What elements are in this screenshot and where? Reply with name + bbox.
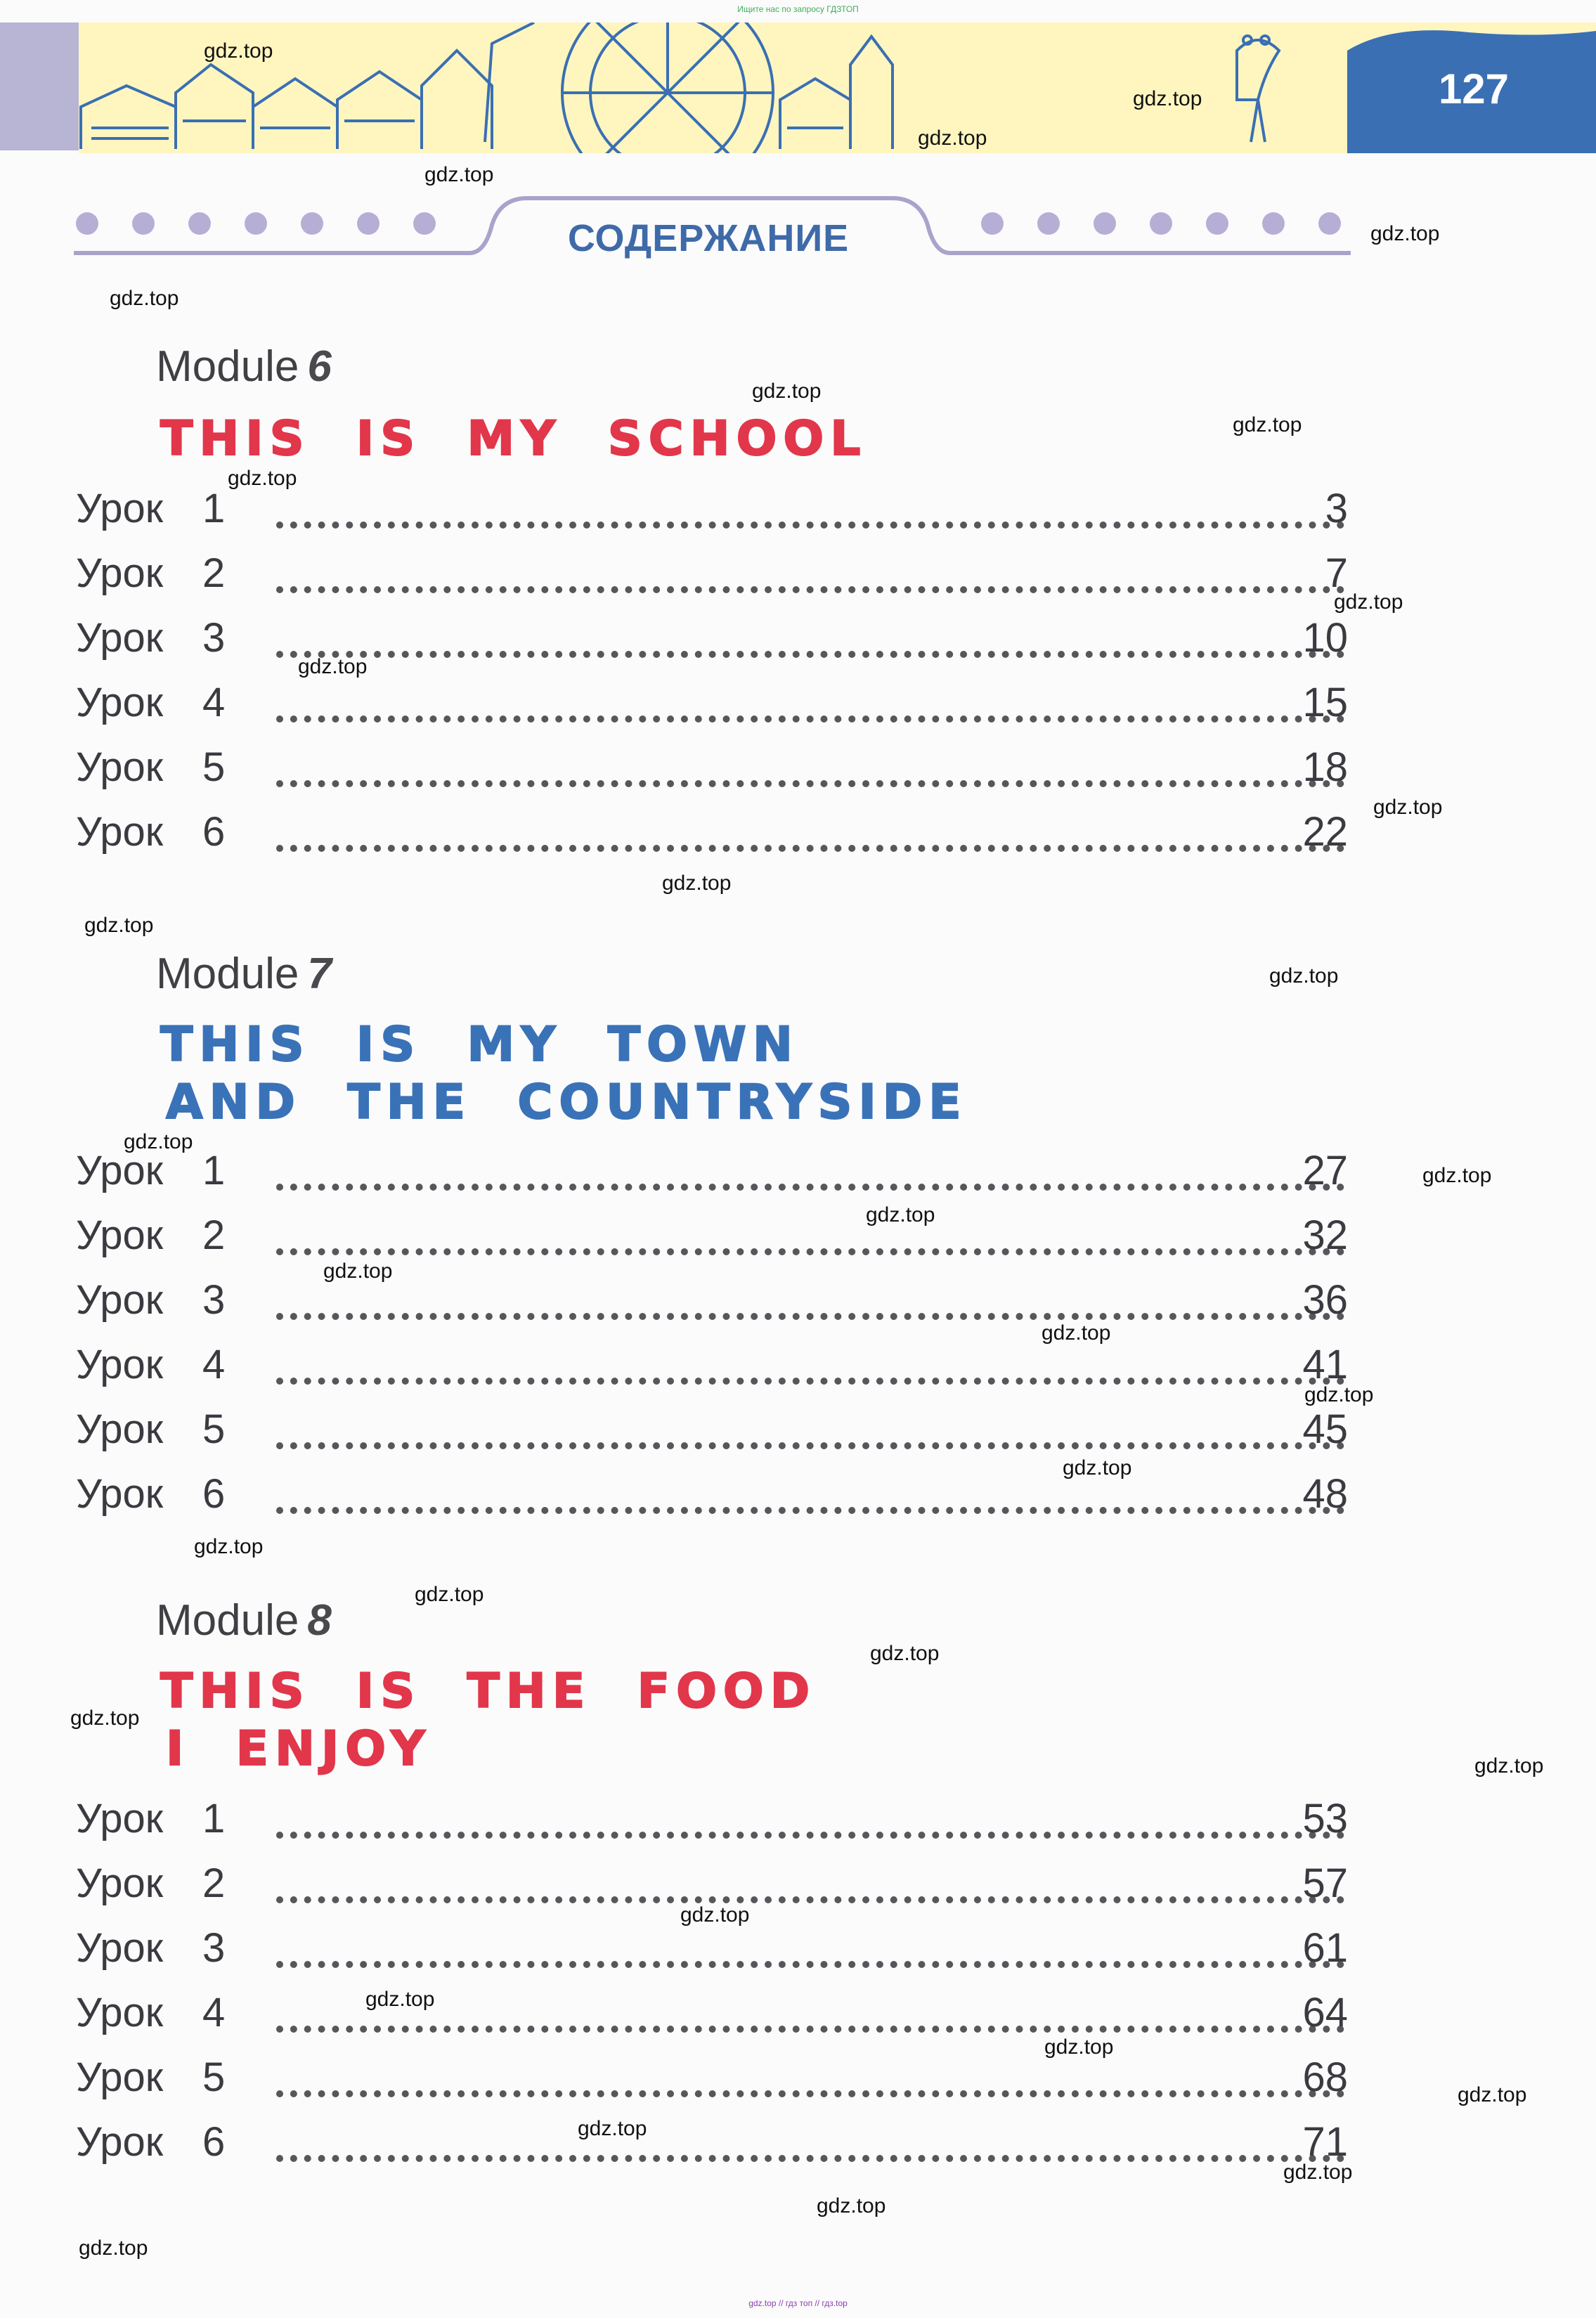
lesson-word: Урок <box>76 1277 164 1323</box>
lesson-number: 4 <box>202 680 226 725</box>
watermark: gdz.top <box>323 1260 393 1283</box>
lesson-word: Урок <box>76 2054 164 2100</box>
watermark: gdz.top <box>1422 1164 1492 1187</box>
watermark: gdz.top <box>866 1203 935 1226</box>
dot-leader <box>276 1378 1344 1385</box>
lesson-word: Урок <box>76 809 164 855</box>
toc-row[interactable] <box>76 614 1348 671</box>
rule-dot <box>76 212 98 235</box>
watermark: gdz.top <box>578 2117 647 2140</box>
section-title: СОДЕРЖАНИЕ <box>567 217 850 259</box>
module-word: Module <box>156 342 299 391</box>
dot-leader <box>276 1961 1344 1968</box>
watermark: gdz.top <box>124 1130 193 1153</box>
lesson-number: 4 <box>202 1342 226 1387</box>
watermark: gdz.top <box>298 655 368 678</box>
page-ref: 41 <box>1302 1342 1348 1387</box>
watermark: gdz.top <box>1233 413 1302 436</box>
watermark: gdz.top <box>1370 222 1440 245</box>
lesson-word: Урок <box>76 1471 164 1517</box>
lesson-number: 5 <box>202 1406 226 1452</box>
dot-leader <box>276 1313 1344 1320</box>
watermark: gdz.top <box>228 467 297 490</box>
watermark: gdz.top <box>1458 2083 1527 2106</box>
watermark: gdz.top <box>1304 1383 1374 1406</box>
page-ref: 15 <box>1302 680 1348 725</box>
dot-leader <box>276 1248 1344 1255</box>
watermark: gdz.top <box>415 1583 484 1606</box>
watermark: gdz.top <box>680 1903 750 1927</box>
dot-leader <box>276 1184 1344 1191</box>
rule-dot <box>132 212 155 235</box>
dot-leader <box>276 780 1344 787</box>
module-number: 7 <box>307 950 332 998</box>
watermark: gdz.top <box>365 1988 435 2011</box>
toc-row[interactable] <box>76 485 1348 541</box>
module-7-label <box>156 949 332 999</box>
page-ref: 71 <box>1302 2119 1348 2165</box>
page-ref: 45 <box>1302 1406 1348 1452</box>
rule-dot <box>188 212 211 235</box>
watermark: gdz.top <box>70 1707 140 1730</box>
module-7-title-line-1: THIS IS MY TOWN <box>160 1017 799 1073</box>
lesson-number: 4 <box>202 1990 226 2035</box>
lesson-number: 6 <box>202 2119 226 2165</box>
watermark: gdz.top <box>1283 2161 1353 2184</box>
page-ref: 3 <box>1325 486 1348 531</box>
watermark: gdz.top <box>1269 964 1339 988</box>
rule-dot <box>301 212 323 235</box>
rule-dot <box>981 212 1004 235</box>
dot-leader <box>276 2090 1344 2097</box>
lesson-word: Урок <box>76 486 164 531</box>
toc-row[interactable] <box>76 1212 1348 1268</box>
rule-dot <box>245 212 267 235</box>
toc-row[interactable] <box>76 679 1348 735</box>
page-ref: 7 <box>1325 550 1348 596</box>
lesson-word: Урок <box>76 2119 164 2165</box>
watermark: gdz.top <box>424 163 494 186</box>
lesson-number: 3 <box>202 615 226 661</box>
lesson-number: 5 <box>202 2054 226 2100</box>
dot-leader <box>276 2026 1344 2033</box>
watermark: gdz.top <box>1133 87 1202 110</box>
watermark: gdz.top <box>1063 1456 1132 1479</box>
page-ref: 61 <box>1302 1925 1348 1971</box>
page-ref: 36 <box>1302 1277 1348 1323</box>
rule-dot <box>1094 212 1116 235</box>
dot-leader <box>276 1442 1344 1449</box>
lesson-word: Урок <box>76 1406 164 1452</box>
lesson-number: 2 <box>202 1860 226 1906</box>
lesson-number: 5 <box>202 744 226 790</box>
page-ref: 68 <box>1302 2054 1348 2100</box>
watermark: gdz.top <box>1474 1754 1544 1778</box>
rule-dot <box>1262 212 1285 235</box>
watermark: gdz.top <box>870 1642 940 1665</box>
toc-row[interactable] <box>76 1406 1348 1462</box>
module-6-title: THIS IS MY SCHOOL <box>160 411 867 467</box>
rule-dot <box>1206 212 1228 235</box>
dot-leader <box>276 586 1344 593</box>
lesson-number: 1 <box>202 1148 226 1193</box>
page-ref: 32 <box>1302 1212 1348 1258</box>
lesson-number: 3 <box>202 1925 226 1971</box>
lesson-number: 1 <box>202 1796 226 1841</box>
page-ref: 22 <box>1302 809 1348 855</box>
page-ref: 53 <box>1302 1796 1348 1841</box>
module-word: Module <box>156 1596 299 1645</box>
lesson-number: 2 <box>202 1212 226 1258</box>
lesson-number: 1 <box>202 486 226 531</box>
page-ref: 10 <box>1302 615 1348 661</box>
toc-row[interactable] <box>76 1795 1348 1851</box>
page-number: 127 <box>1438 65 1510 112</box>
lesson-word: Урок <box>76 744 164 790</box>
dot-leader <box>276 716 1344 723</box>
toc-row[interactable] <box>76 2054 1348 2110</box>
lesson-word: Урок <box>76 550 164 596</box>
lesson-number: 6 <box>202 1471 226 1517</box>
lesson-word: Урок <box>76 680 164 725</box>
watermark: gdz.top <box>79 2236 148 2260</box>
toc-row[interactable] <box>76 1989 1348 2045</box>
toc-row[interactable] <box>76 1147 1348 1203</box>
toc-row[interactable] <box>76 1341 1348 1397</box>
toc-row[interactable] <box>76 1276 1348 1333</box>
lesson-number: 2 <box>202 550 226 596</box>
lesson-word: Урок <box>76 1212 164 1258</box>
watermark: gdz.top <box>752 380 822 403</box>
lesson-word: Урок <box>76 1925 164 1971</box>
module-8-label <box>156 1595 332 1645</box>
dot-leader <box>276 2155 1344 2162</box>
rule-dot <box>1037 212 1060 235</box>
lesson-word: Урок <box>76 615 164 661</box>
bottom-note: gdz.top // гдз топ // гдз.top <box>748 2298 848 2308</box>
toc-row[interactable] <box>76 808 1348 865</box>
module-8-title-line-1: THIS IS THE FOOD <box>160 1664 817 1719</box>
module-word: Module <box>156 950 299 998</box>
module-7-title-line-2: AND THE COUNTRYSIDE <box>166 1075 968 1130</box>
watermark: gdz.top <box>194 1535 264 1558</box>
module-number: 6 <box>307 342 332 391</box>
lesson-number: 6 <box>202 809 226 855</box>
dot-leader <box>276 651 1344 658</box>
toc-row[interactable] <box>76 744 1348 800</box>
lesson-word: Урок <box>76 1990 164 2035</box>
dot-leader <box>276 1507 1344 1514</box>
watermark: gdz.top <box>817 2194 886 2217</box>
watermark: gdz.top <box>84 914 154 937</box>
module-number: 8 <box>307 1596 332 1645</box>
dot-leader <box>276 1896 1344 1903</box>
watermark: gdz.top <box>662 872 732 895</box>
watermark: gdz.top <box>1373 796 1443 819</box>
watermark: gdz.top <box>1044 2035 1114 2059</box>
toc-row[interactable] <box>76 550 1348 606</box>
dot-leader <box>276 522 1344 529</box>
lesson-word: Урок <box>76 1148 164 1193</box>
module-6-label <box>156 342 332 391</box>
watermark: gdz.top <box>918 127 987 150</box>
watermark: gdz.top <box>1042 1321 1111 1345</box>
rule-dot <box>413 212 436 235</box>
rule-dot <box>357 212 379 235</box>
rule-dot <box>1318 212 1341 235</box>
toc-row[interactable] <box>76 2118 1348 2175</box>
lesson-word: Урок <box>76 1860 164 1906</box>
toc-row[interactable] <box>76 1924 1348 1981</box>
dot-leader <box>276 845 1344 852</box>
page-ref: 48 <box>1302 1471 1348 1517</box>
module-8-title-line-2: I ENJOY <box>166 1721 432 1777</box>
page-ref: 18 <box>1302 744 1348 790</box>
watermark: gdz.top <box>1334 590 1403 614</box>
watermark: gdz.top <box>204 39 273 63</box>
page-ref: 27 <box>1302 1148 1348 1193</box>
page-ref: 64 <box>1302 1990 1348 2035</box>
rule-dot <box>1150 212 1172 235</box>
lesson-word: Урок <box>76 1796 164 1841</box>
watermark: gdz.top <box>110 287 179 310</box>
dot-leader <box>276 1832 1344 1839</box>
top-note: Ищите нас по запросу ГДЗТОП <box>737 4 859 14</box>
toc-row[interactable] <box>76 1470 1348 1527</box>
lesson-number: 3 <box>202 1277 226 1323</box>
lesson-word: Урок <box>76 1342 164 1387</box>
page-ref: 57 <box>1302 1860 1348 1906</box>
